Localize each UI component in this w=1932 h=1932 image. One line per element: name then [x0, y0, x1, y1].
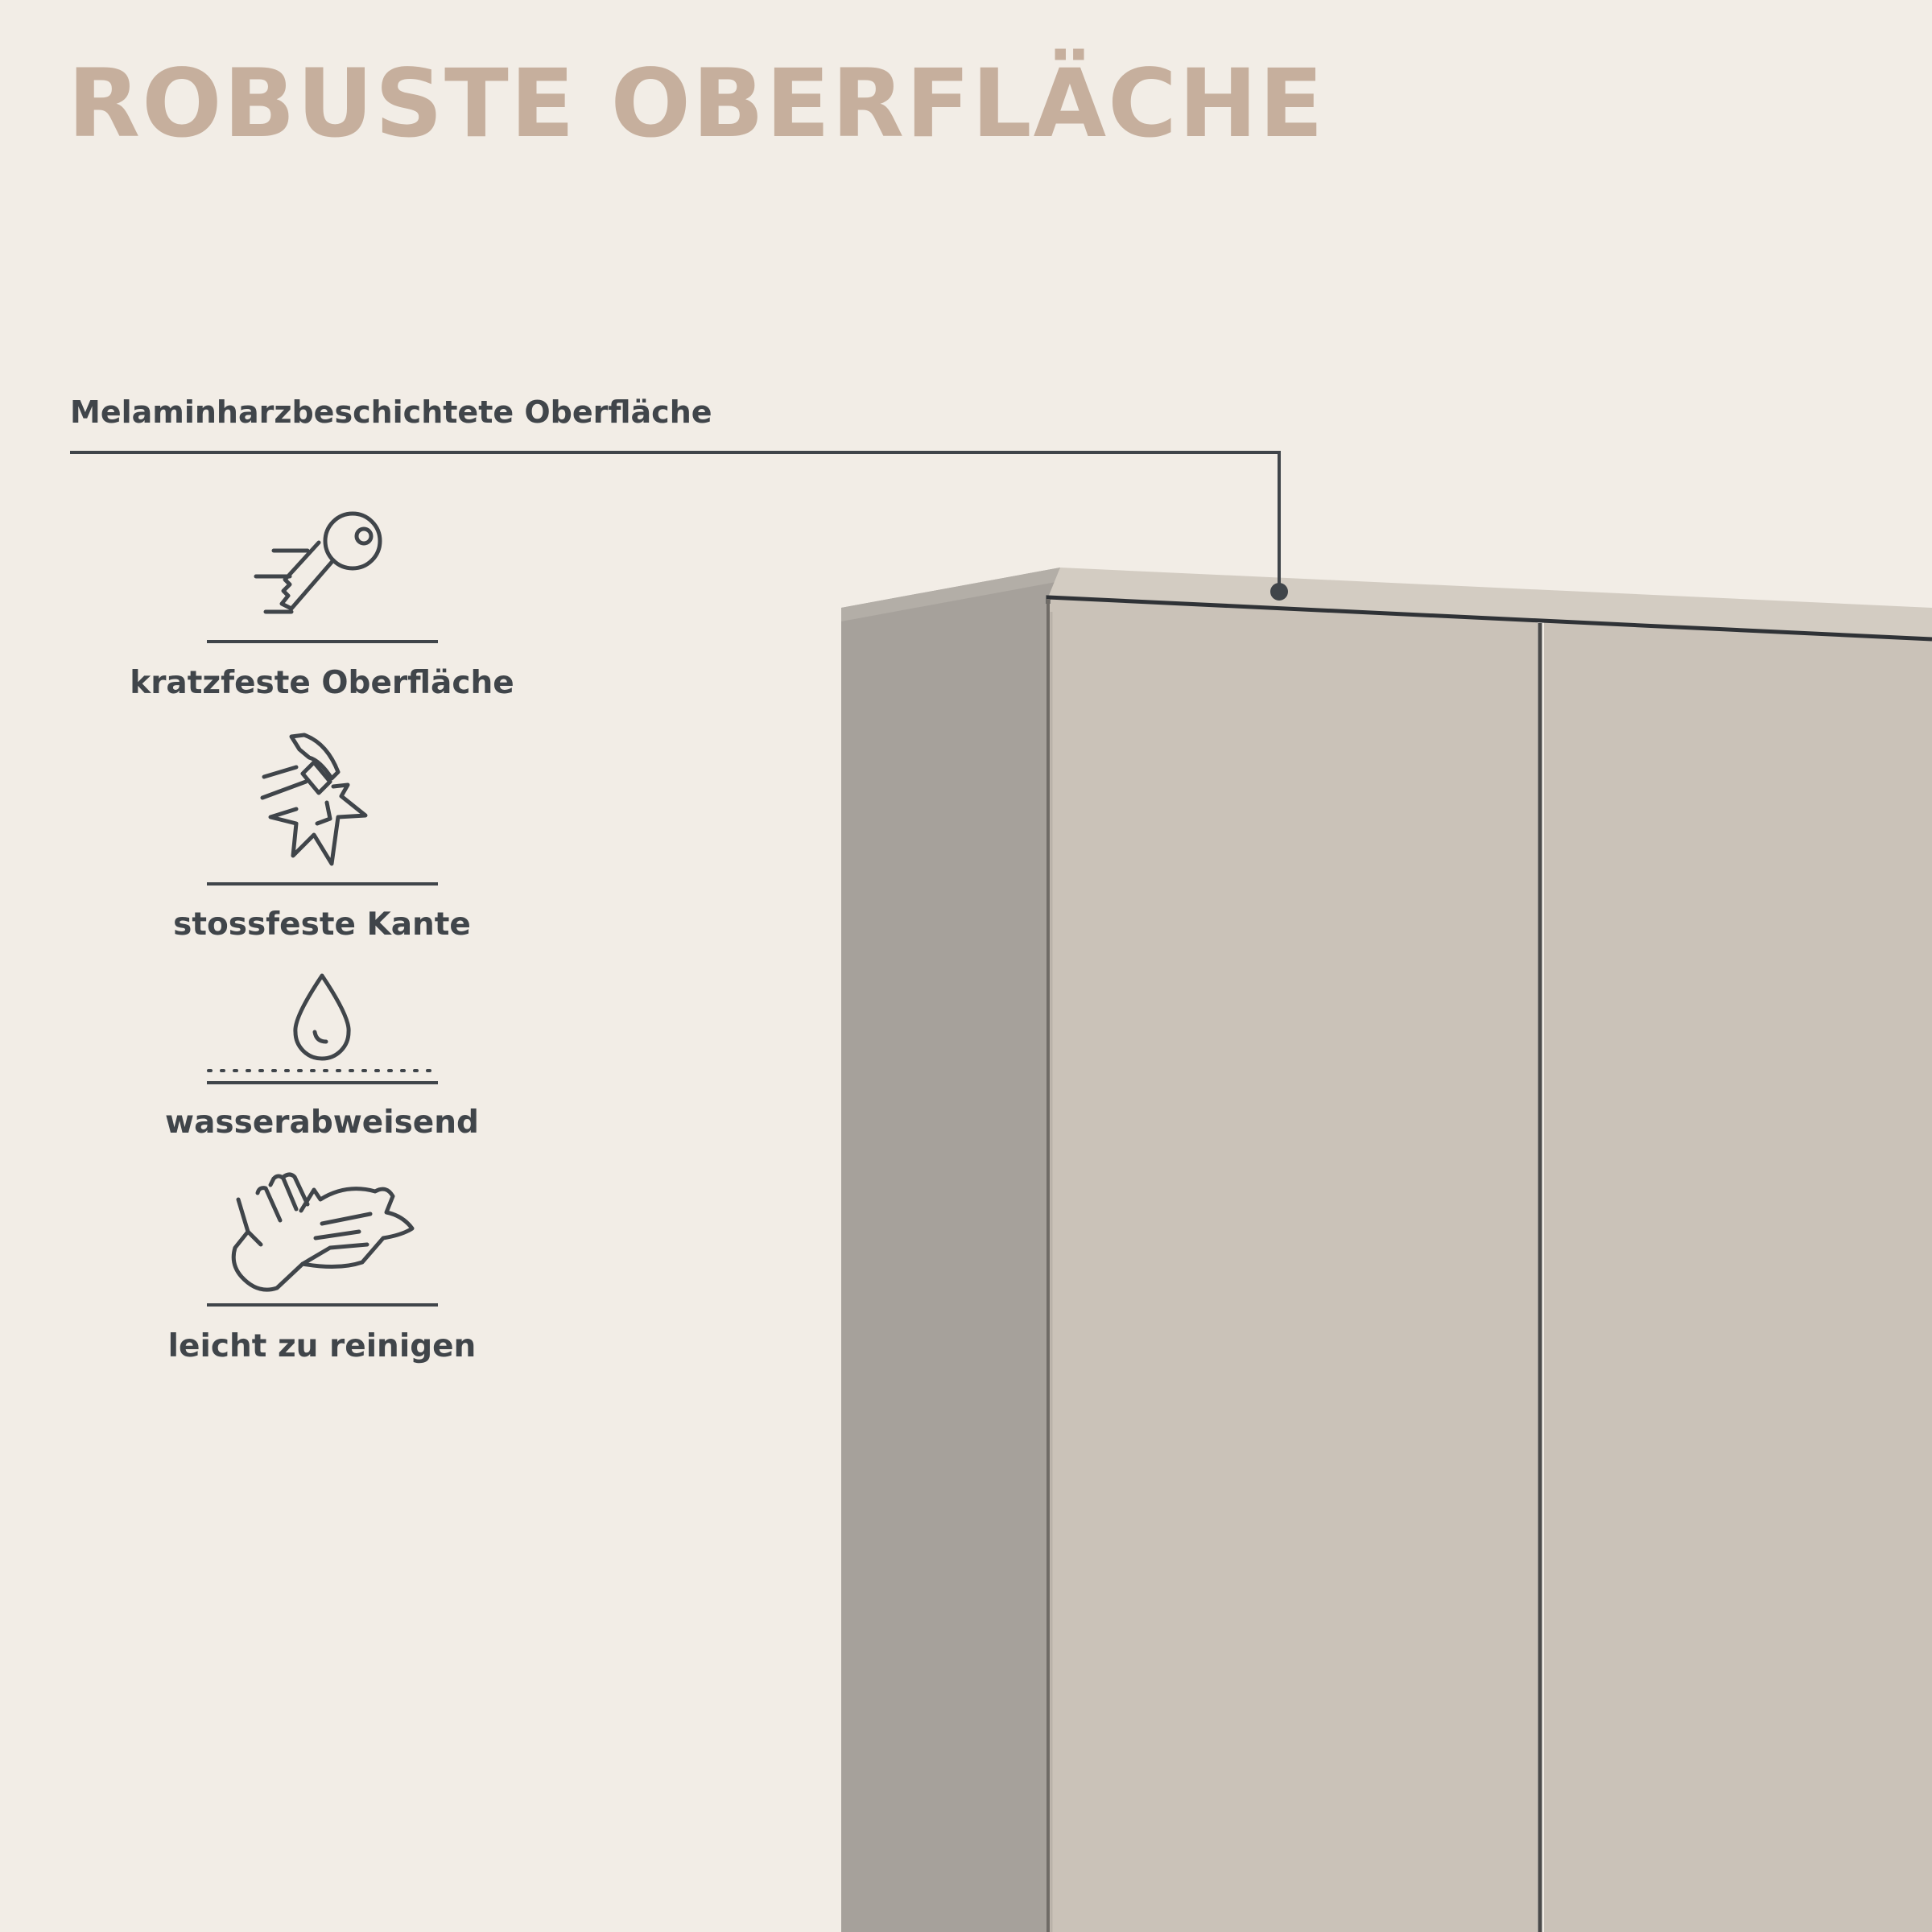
feature-divider — [207, 882, 438, 886]
feature-label-impact: stossfeste Kante — [173, 906, 471, 943]
dotted-divider — [207, 1067, 440, 1075]
cabinet-side-panel — [841, 568, 1060, 1932]
hammer-impact-icon — [248, 729, 401, 873]
page-title: ROBUSTE OBERFLÄCHE — [68, 48, 1325, 159]
feature-divider — [207, 640, 438, 643]
cabinet-door-right — [1544, 622, 1932, 1932]
feature-label-water: wasserabweisend — [165, 1104, 479, 1141]
cabinet-door-left — [1048, 599, 1538, 1932]
feature-divider — [207, 1303, 438, 1307]
feature-label-scratch: kratzfeste Oberfläche — [130, 665, 514, 701]
feature-label-clean: leicht zu reinigen — [167, 1328, 477, 1364]
hand-cloth-icon — [225, 1167, 419, 1296]
feature-divider — [207, 1081, 438, 1084]
callout-marker-dot — [1270, 583, 1288, 601]
key-scratch-icon — [250, 506, 394, 618]
callout-label: Melaminharzbeschichtete Oberfläche — [70, 394, 712, 430]
water-drop-icon — [286, 972, 358, 1061]
